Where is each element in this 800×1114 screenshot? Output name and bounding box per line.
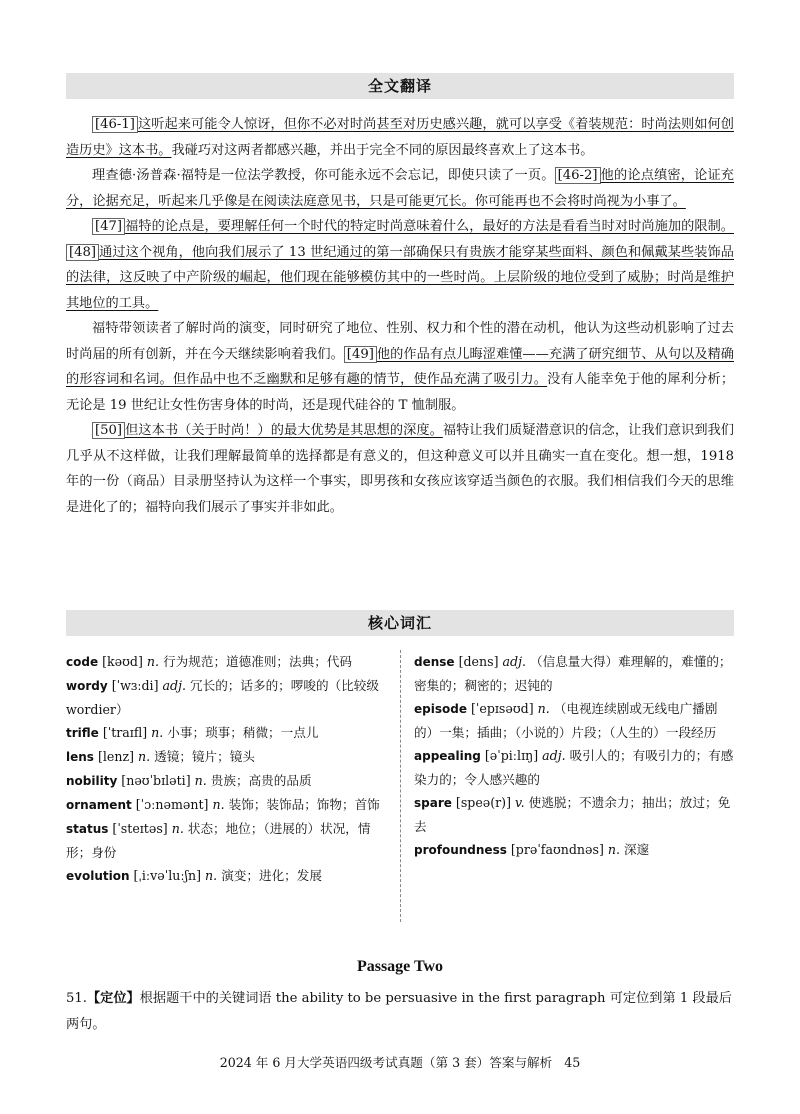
sentence-tag: [49] [344,346,377,363]
plain-text: 理查德·汤普森·福特是一位法学教授，你可能永远不会忘记，即使只读了一页。 [92,168,555,183]
vocab-pos: adj. [502,654,526,669]
vocab-pos: adj. [162,678,186,693]
vocab-pos: adj. [542,748,566,763]
vocab-phonetic: [ˈtraɪfl] [102,725,148,740]
vocab-definition: 小事；琐事；稍微；一点儿 [167,725,319,740]
vocab-entry [66,817,388,864]
underlined-sentence: 但这本书（关于时尚！）的最大优势是其思想的深度。 [125,423,443,438]
vocab-phonetic: [əˈpiːlɪŋ] [484,748,539,763]
vocab-pos: n. [138,749,151,764]
vocab-pos: v. [515,795,525,810]
vocab-list [66,650,734,922]
vocab-word: episode [414,702,467,716]
sentence-tag: [47] [92,218,125,235]
vocab-definition: 深邃 [624,842,650,857]
vocab-word: profoundness [414,843,507,857]
vocab-pos: n. [146,654,160,669]
vocab-phonetic: [kəʊd] [102,654,143,669]
question-text: 根据题干中的关键词语 the ability to be persuasive in the first paragraph 可定位到第 1 段最后两句。 [66,991,732,1032]
vocab-phonetic: [nəʊˈbɪləti] [121,773,191,788]
underlined-sentence: 通过这个视角，他向我们展示了 13 世纪通过的第一部确保只有贵族才能穿某些面料、颜色和佩戴某些装饰品的法律，这反映了中产阶级的崛起，他们现在能够模仿其中的一些时尚。上层阶级的地位受到了威胁；时尚是维护其地位的工具。 [66,244,734,311]
vocab-phonetic: [dens] [458,654,499,669]
translation-paragraph-3 [66,214,734,316]
vocab-phonetic: [speə(r)] [455,795,512,810]
page-number: 45 [564,1055,581,1070]
underlined-sentence: 他的论点缜密，论证充分，论据充足，听起来几乎像是在阅读法庭意见书，只是可能更冗长。你可能再也不会将时尚视为小事了。 [66,168,734,209]
footer-title: 2024 年 6 月大学英语四级考试真题（第 3 套）答案与解析 [219,1055,553,1070]
vocab-entry [66,674,388,721]
vocab-word: wordy [66,679,108,693]
sentence-tag: [46-2] [555,167,601,184]
locate-tag: 【定位】 [86,991,140,1006]
translation-section-header: 全文翻译 [66,73,734,99]
vocab-section-header: 核心词汇 [66,610,734,636]
translation-paragraph-1 [66,112,734,163]
vocab-word: nobility [66,774,118,788]
vocab-definition: 装饰；装饰品；饰物；首饰 [228,797,380,812]
vocab-pos: n. [212,797,225,812]
vocab-pos: n. [607,842,621,857]
vocab-word: trifle [66,726,99,740]
vocab-phonetic: [ˈepɪsəʊd] [470,701,534,716]
passage-title: Passage Two [356,958,444,975]
vocab-phonetic: [ˈwɜːdi] [111,678,159,693]
vocab-phonetic: [prəˈfaʊndnəs] [510,842,604,857]
vocab-definition: 贵族；高贵的品质 [210,773,312,788]
vocab-entry [66,769,388,793]
translation-body [66,112,734,520]
vocab-pos: n. [205,868,218,883]
sentence-tag: [50] [92,422,125,439]
vocab-word: code [66,655,99,669]
plain-text: 福特让我们质疑潜意识的信念，让我们意识到我们几乎从不这样做，让我们理解最简单的选择都是有意义的，但这种意义可以并且确实一直在变化。想一想，1918 年的一份（商品）目录册坚持认为这样一个事实，即男孩和女孩应该穿适当颜色的衣服。我们相信我们今天的思维是进化了的；福特向我们展示了事实并非如此。 [66,423,734,515]
vocab-definition: 吸引人的；有吸引力的；有感染力的；令人感兴趣的 [414,748,734,787]
vocab-entry [414,838,734,862]
vocab-entry [414,744,734,791]
vocab-pos: n. [171,821,184,836]
vocab-definition: 使逃脱；不遗余力；抽出；放过；免去 [414,795,731,834]
vocab-definition: 演变；进化；发展 [221,868,322,883]
vocab-definition: 冗长的；话多的；啰唆的（比较级 wordier） [66,678,379,717]
underlined-sentence: 这听起来可能令人惊讶，但你不必对时尚甚至对历史感兴趣，就可以享受《着装规范：时尚法则如何创造历史》这本书。 [66,117,734,158]
vocab-pos: n. [151,725,164,740]
sentence-tag: [48] [66,244,99,261]
vocab-entry [414,791,734,838]
vocab-entry [414,650,734,697]
vocab-word: spare [414,796,452,810]
page-footer [0,1052,800,1071]
translation-paragraph-4 [66,316,734,418]
vocab-word: ornament [66,798,132,812]
vocab-entry [66,864,388,888]
vocab-definition: 透镜；镜片；镜头 [154,749,255,764]
plain-text: 我碰巧对这两者都感兴趣，并出于完全不同的原因最终喜欢上了这本书。 [171,142,594,158]
vocab-word: lens [66,750,94,764]
vocab-entry [66,745,388,769]
translation-paragraph-5 [66,418,734,520]
vocab-column-left [66,650,388,888]
vocab-entry [66,650,388,674]
vocab-definition: 行为规范；道德准则；法典；代码 [163,654,352,669]
sentence-tag: [46-1] [92,116,138,133]
vocab-phonetic: [ˈsteɪtəs] [112,821,168,836]
vocab-word: status [66,822,109,836]
question-explanation [66,986,734,1038]
vocab-phonetic: [lenz] [97,749,135,764]
underlined-sentence: 他的作品有点儿晦涩难懂——充满了研究细节、从句以及精确的形容词和名词。但作品中也不乏幽默和足够有趣的情节，使作品充满了吸引力。 [66,346,734,387]
vocab-entry [66,721,388,745]
vocab-definition: 状态；地位；（进展的）状况，情形；身份 [66,821,371,860]
translation-paragraph-2 [66,163,734,214]
underlined-sentence: 福特的论点是，要理解任何一个时代的特定时尚意味着什么，最好的方法是看看当时对时尚施加的限制。 [125,219,734,234]
vocab-entry [414,697,734,744]
vocab-column-right [414,650,734,862]
vocab-definition: （电视连续剧或无线电广播剧的）一集；插曲；（小说的）片段；（人生的）一段经历 [414,701,718,740]
vocab-word: appealing [414,749,481,763]
vocab-word: evolution [66,869,130,883]
vocab-phonetic: [ˌiːvəˈluːʃn] [133,868,202,883]
vocab-entry [66,793,388,817]
vocab-pos: n. [194,773,207,788]
vocab-definition: （信息量大得）难理解的，难懂的；密集的；稠密的；迟钝的 [414,654,732,693]
question-number: 51. [66,991,87,1006]
vocab-word: dense [414,655,455,669]
plain-text: 没有人能幸免于他的犀利分析；无论是 19 世纪让女性伤害身体的时尚，还是现代硅谷的 T 恤制服。 [66,372,735,413]
plain-text: 福特带领读者了解时尚的演变，同时研究了地位、性别、权力和个性的潜在动机，他认为这些动机影响了过去时尚届的所有创新，并在今天继续影响着我们。 [66,321,734,362]
vocab-phonetic: [ˈɔːnəmənt] [135,797,209,812]
vocab-pos: n. [537,701,550,716]
column-divider [400,650,401,922]
